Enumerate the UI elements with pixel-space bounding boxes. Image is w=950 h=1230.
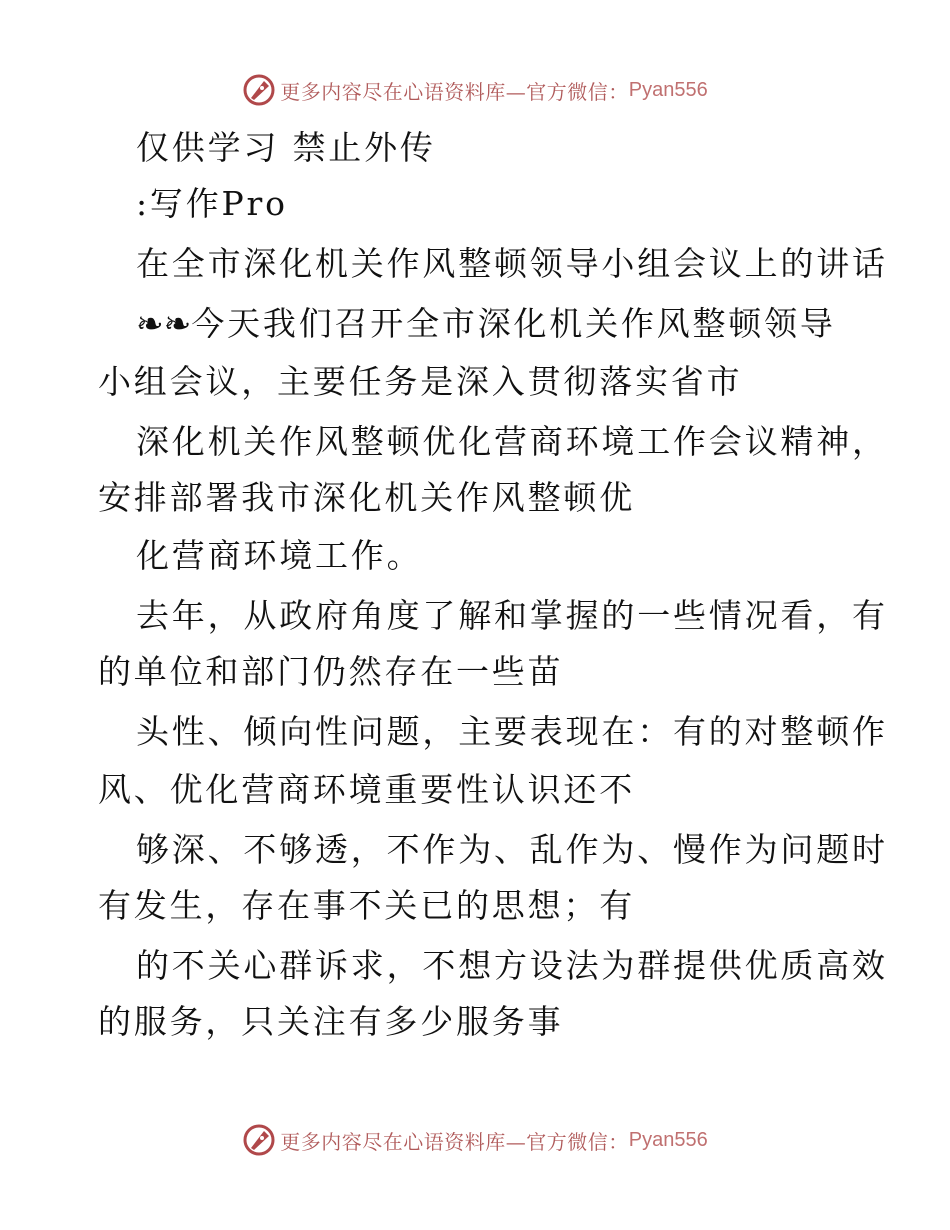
doc-line: 的服务，只关注有多少服务事 xyxy=(98,1002,564,1041)
watermark-wechat-id: Pyan556 xyxy=(628,78,708,101)
watermark-text: 更多内容尽在心语资料库—官方微信： xyxy=(280,1129,629,1154)
watermark-wechat-id: Pyan556 xyxy=(628,1128,708,1151)
doc-line: 的单位和部门仍然存在一些苗 xyxy=(98,652,564,691)
pen-nib-circle-icon xyxy=(242,73,276,107)
doc-line-with-ornament xyxy=(136,304,836,344)
doc-line: 够深、不够透，不作为、乱作为、慢作为问题时 xyxy=(136,830,888,869)
doc-line: 有发生，存在事不关已的思想；有 xyxy=(98,886,635,925)
doc-line: 小组会议，主要任务是深入贯彻落实省市 xyxy=(98,362,743,401)
doc-line: 安排部署我市深化机关作风整顿优 xyxy=(98,478,635,517)
doc-line: 头性、倾向性问题，主要表现在：有的对整顿作 xyxy=(136,712,888,751)
floral-heart-icon: ❧❧ xyxy=(136,304,192,343)
header-watermark xyxy=(0,70,950,110)
doc-line: 深化机关作风整顿优化营商环境工作会议精神， xyxy=(136,422,888,461)
doc-line: :写作Pro xyxy=(136,184,288,223)
doc-line: 化营商环境工作。 xyxy=(136,536,423,575)
doc-line: 去年，从政府角度了解和掌握的一些情况看，有 xyxy=(136,596,888,635)
doc-line: 仅供学习 禁止外传 xyxy=(136,128,436,167)
doc-line: 的不关心群诉求，不想方设法为群提供优质高效 xyxy=(136,946,888,985)
pen-nib-circle-icon xyxy=(242,1123,276,1157)
doc-line-text: 今天我们召开全市深化机关作风整顿领导 xyxy=(191,304,836,343)
doc-line: 风、优化营商环境重要性认识还不 xyxy=(98,770,635,809)
watermark-text: 更多内容尽在心语资料库—官方微信： xyxy=(280,79,629,104)
footer-watermark xyxy=(0,1120,950,1160)
doc-title: 在全市深化机关作风整顿领导小组会议上的讲话 xyxy=(136,244,888,283)
